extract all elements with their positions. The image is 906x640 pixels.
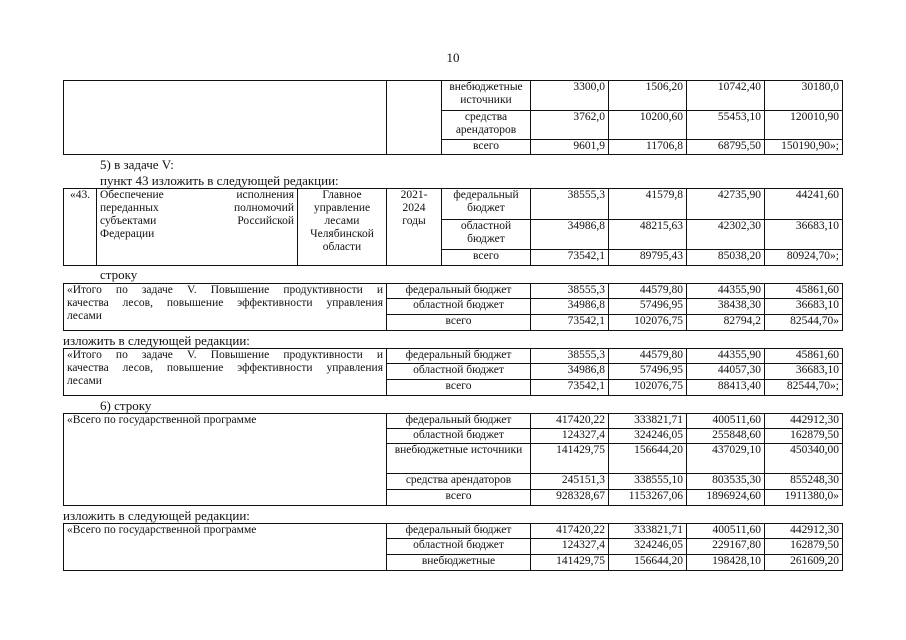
cell-value: 38438,30: [687, 299, 765, 315]
row-label: всего: [387, 315, 531, 331]
row-label: федеральный бюджет: [387, 349, 531, 364]
cell-value: 229167,80: [687, 539, 765, 555]
row-label: средства арендаторов: [442, 111, 531, 140]
cell-value: 338555,10: [609, 474, 687, 490]
cell-value: 1153267,06: [609, 490, 687, 506]
row-label: всего: [442, 250, 531, 266]
table-total-old: [63, 283, 843, 331]
section-heading: строку: [100, 267, 138, 282]
cell-value: 3300,0: [531, 81, 609, 111]
cell-value: 36683,10: [765, 220, 843, 250]
cell-value: 442912,30: [765, 414, 843, 429]
cell-value: 198428,10: [687, 555, 765, 571]
cell-value: 44241,60: [765, 189, 843, 220]
cell-value: 89795,43: [609, 250, 687, 266]
total-description: «Итого по задаче V. Повышение продуктивности и качества лесов, повышение эффективности управления лесами: [64, 284, 387, 331]
cell-value: 124327,4: [531, 429, 609, 444]
section-heading: изложить в следующей редакции:: [63, 508, 250, 523]
page-number: 10: [446, 50, 460, 65]
cell-value: 34986,8: [531, 299, 609, 315]
cell-value: 120010,90: [765, 111, 843, 140]
section-heading: 5) в задаче V:: [100, 157, 174, 172]
cell-value: 42735,90: [687, 189, 765, 220]
cell-value: 42302,30: [687, 220, 765, 250]
table-item-43: [63, 188, 843, 266]
table-program-total-new: [63, 523, 843, 571]
cell-value: 55453,10: [687, 111, 765, 140]
row-label: областной бюджет: [387, 539, 531, 555]
cell-value: 450340,00: [765, 444, 843, 474]
total-description: «Итого по задаче V. Повышение продуктивности и качества лесов, повышение эффективности управления лесами: [64, 349, 387, 396]
program-total-title: «Всего по государственной программе: [64, 524, 387, 571]
row-label: федеральный бюджет: [387, 524, 531, 539]
cell-value: 1896924,60: [687, 490, 765, 506]
cell-value: 38555,3: [531, 189, 609, 220]
cell-value: 141429,75: [531, 444, 609, 474]
cell-value: 34986,8: [531, 364, 609, 380]
cell-value: 44057,30: [687, 364, 765, 380]
table-total-new: [63, 348, 843, 396]
cell-value: 437029,10: [687, 444, 765, 474]
item-number: «43.: [64, 189, 97, 266]
cell-value: 80924,70»;: [765, 250, 843, 266]
cell-value: 38555,3: [531, 284, 609, 299]
cell-value: 855248,30: [765, 474, 843, 490]
table-row: [64, 284, 843, 299]
cell-value: 38555,3: [531, 349, 609, 364]
row-label: федеральный бюджет: [387, 414, 531, 429]
cell-value: 73542,1: [531, 380, 609, 396]
row-label: всего: [387, 380, 531, 396]
cell-value: 417420,22: [531, 414, 609, 429]
item-description: Обеспечение исполнения переданных полномочий субъектами Российской Федерации: [97, 189, 298, 266]
row-label: всего: [387, 490, 531, 506]
cell-value: 11706,8: [609, 140, 687, 155]
cell-value: 156644,20: [609, 555, 687, 571]
cell-value: 45861,60: [765, 349, 843, 364]
cell-value: 41579,8: [609, 189, 687, 220]
cell-value: 3762,0: [531, 111, 609, 140]
cell-value: 34986,8: [531, 220, 609, 250]
cell-value: 124327,4: [531, 539, 609, 555]
cell-value: 36683,10: [765, 364, 843, 380]
section-heading: изложить в следующей редакции:: [63, 333, 250, 348]
program-total-title: «Всего по государственной программе: [64, 414, 387, 506]
table-program-total-old: [63, 413, 843, 506]
row-label: областной бюджет: [387, 429, 531, 444]
item-years: 2021-2024 годы: [387, 189, 442, 266]
cell-value: 82794,2: [687, 315, 765, 331]
cell-value: 324246,05: [609, 429, 687, 444]
row-label: средства арендаторов: [387, 474, 531, 490]
table-row: [64, 414, 843, 429]
cell-value: 68795,50: [687, 140, 765, 155]
item-executor: Главное управление лесами Челябинской области: [298, 189, 387, 266]
cell-value: 85038,20: [687, 250, 765, 266]
row-label: федеральный бюджет: [442, 189, 531, 220]
cell-value: 141429,75: [531, 555, 609, 571]
cell-value: 9601,9: [531, 140, 609, 155]
cell-value: 333821,71: [609, 524, 687, 539]
cell-value: 44579,80: [609, 349, 687, 364]
cell-value: 102076,75: [609, 315, 687, 331]
cell-value: 442912,30: [765, 524, 843, 539]
cell-value: 333821,71: [609, 414, 687, 429]
row-label: внебюджетные источники: [442, 81, 531, 111]
cell-value: 417420,22: [531, 524, 609, 539]
cell-value: 162879,50: [765, 429, 843, 444]
cell-value: 45861,60: [765, 284, 843, 299]
row-label: областной бюджет: [387, 299, 531, 315]
cell-value: 162879,50: [765, 539, 843, 555]
cell-value: 82544,70»;: [765, 380, 843, 396]
cell-value: 10742,40: [687, 81, 765, 111]
section-heading: 6) строку: [100, 398, 152, 413]
cell-value: 57496,95: [609, 364, 687, 380]
table-row: [64, 349, 843, 364]
cell-value: 57496,95: [609, 299, 687, 315]
cell-value: 156644,20: [609, 444, 687, 474]
cell-value: 400511,60: [687, 414, 765, 429]
cell-value: 928328,67: [531, 490, 609, 506]
cell-value: 30180,0: [765, 81, 843, 111]
cell-value: 36683,10: [765, 299, 843, 315]
cell-value: 73542,1: [531, 315, 609, 331]
cell-value: 1506,20: [609, 81, 687, 111]
cell-value: 10200,60: [609, 111, 687, 140]
row-label: внебюджетные: [387, 555, 531, 571]
cell-value: 44579,80: [609, 284, 687, 299]
cell-value: 82544,70»: [765, 315, 843, 331]
row-label: внебюджетные источники: [387, 444, 531, 474]
cell-value: 150190,90»;: [765, 140, 843, 155]
table-row: [64, 524, 843, 539]
cell-value: 400511,60: [687, 524, 765, 539]
cell-value: 261609,20: [765, 555, 843, 571]
table-row: [64, 81, 843, 111]
cell-value: 245151,3: [531, 474, 609, 490]
cell-value: 255848,60: [687, 429, 765, 444]
cell-value: 48215,63: [609, 220, 687, 250]
cell-value: 73542,1: [531, 250, 609, 266]
table-row: [64, 189, 843, 220]
row-label: областной бюджет: [387, 364, 531, 380]
cell-value: 1911380,0»: [765, 490, 843, 506]
cell-value: 803535,30: [687, 474, 765, 490]
table-continuation: [63, 80, 843, 155]
cell-value: 102076,75: [609, 380, 687, 396]
cell-value: 324246,05: [609, 539, 687, 555]
row-label: федеральный бюджет: [387, 284, 531, 299]
cell-value: 44355,90: [687, 349, 765, 364]
section-heading: пункт 43 изложить в следующей редакции:: [100, 173, 339, 188]
cell-value: 44355,90: [687, 284, 765, 299]
row-label: всего: [442, 140, 531, 155]
cell-value: 88413,40: [687, 380, 765, 396]
row-label: областной бюджет: [442, 220, 531, 250]
